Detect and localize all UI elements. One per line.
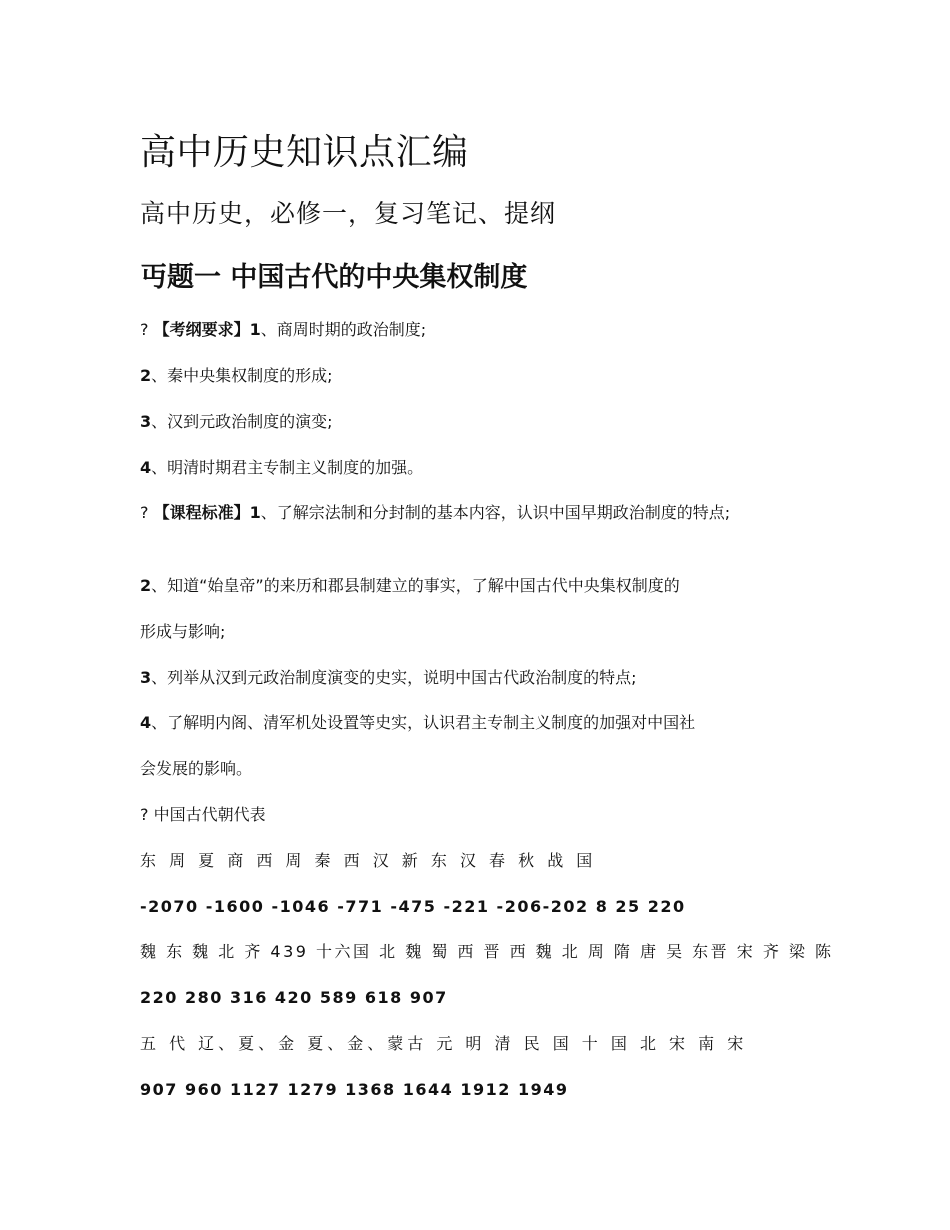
dynasty-names-row-1: 东 周 夏 商 西 周 秦 西 汉 新 东 汉 春 秋 战 国 [140,851,597,870]
dynasty-table-label: 中国古代朝代表 [153,805,266,824]
item-text: 、秦中央集权制度的形成; [151,366,333,385]
item-text: 、明清时期君主专制主义制度的加强。 [151,458,424,477]
outline-requirements-label: 【考纲要求】 [153,320,250,339]
item-number: 2 [140,576,152,595]
section-heading: 丏题一 中国古代的中央集权制度 [140,262,528,293]
item-text: 、商周时期的政治制度; [260,320,427,339]
course-standards-item-1 [140,503,730,523]
bullet-marker: ? [140,503,149,522]
item-number: 1 [249,320,261,339]
dynasty-years-row-3: 907 960 1127 1279 1368 1644 1912 1949 [140,1080,569,1099]
document-title: 高中历史知识点汇编 [140,132,469,173]
course-standards-label: 【课程标准】 [153,503,250,522]
outline-requirements-item-1 [140,320,426,340]
item-number: 3 [140,412,152,431]
item-text: 、了解宗法制和分封制的基本内容，认识中国早期政治制度的特点; [260,503,731,522]
dynasty-years-row-2: 220 280 316 420 589 618 907 [140,988,448,1007]
item-number: 4 [140,458,152,477]
item-text: 、列举从汉到元政治制度演变的史实，说明中国古代政治制度的特点; [151,668,637,687]
dynasty-years-row-1: -2070 -1600 -1046 -771 -475 -221 -206-202 8 25 220 [140,897,686,916]
course-standards-item-2 [140,576,680,596]
bullet-marker: ? [140,805,149,824]
item-number: 3 [140,668,152,687]
dynasty-names-row-2: 魏 东 魏 北 齐 439 十六国 北 魏 蜀 西 晋 西 魏 北 周 隋 唐 吴 东晋 宋 齐 梁 陈 [140,942,834,961]
bullet-marker: ? [140,320,149,339]
item-number: 1 [249,503,261,522]
item-text: 、汉到元政治制度的演变; [151,412,333,431]
dynasty-names-row-3: 五 代 辽、夏、金 夏、金、蒙古 元 明 清 民 国 十 国 北 宋 南 宋 [140,1034,748,1053]
outline-requirements-item-4 [140,458,423,478]
item-text: 、知道“始皇帝”的来历和郡县制建立的事实，了解中国古代中央集权制度的 [151,576,680,595]
course-standards-item-4-continuation: 会发展的影响。 [140,759,253,778]
item-text: 、了解明内阁、清军机处设置等史实，认识君主专制主义制度的加强对中国社 [151,713,696,732]
course-standards-item-3 [140,668,637,688]
document-subtitle: 高中历史，必修一，复习笔记、提纲 [140,199,557,228]
course-standards-item-2-continuation: 形成与影响; [140,622,226,641]
course-standards-item-4 [140,713,695,733]
outline-requirements-item-2 [140,366,333,386]
dynasty-table-heading [140,805,266,825]
item-number: 4 [140,713,152,732]
outline-requirements-item-3 [140,412,333,432]
item-number: 2 [140,366,152,385]
